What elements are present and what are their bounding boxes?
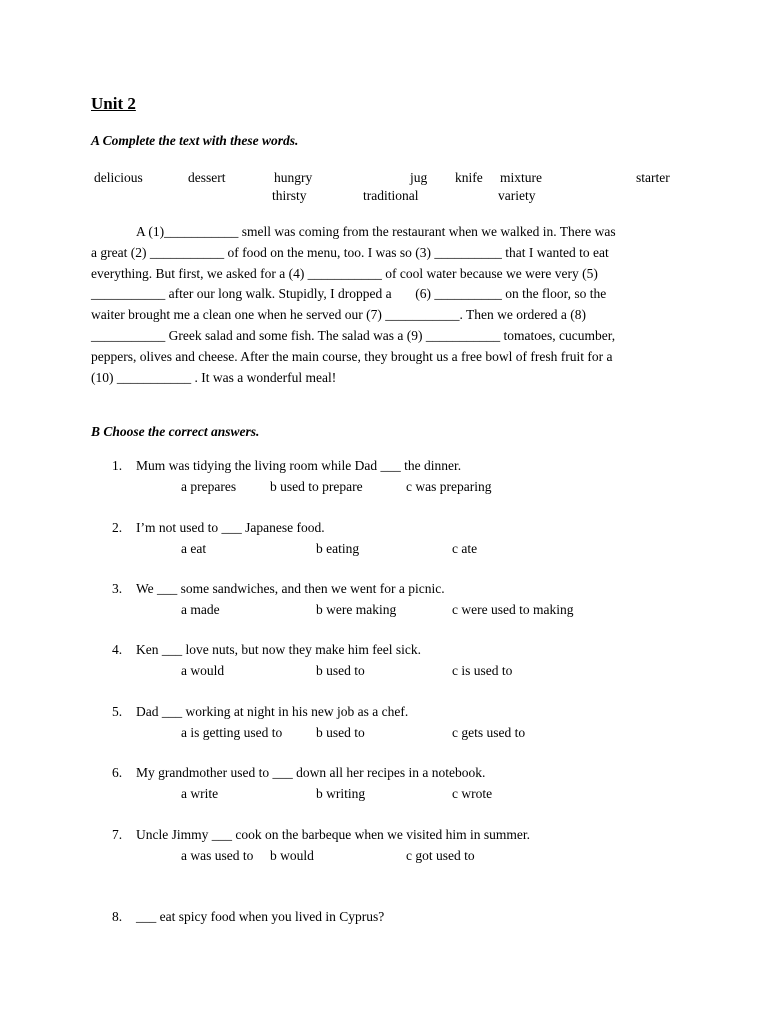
option-c: c ate xyxy=(452,541,478,556)
question-stem: Mum was tidying the living room while Dad ___ the dinner. xyxy=(136,458,462,473)
question-stem: Dad ___ working at night in his new job as a chef. xyxy=(136,704,409,719)
option-c: c wrote xyxy=(452,786,493,801)
question-number: 5. xyxy=(112,704,123,719)
question-number: 7. xyxy=(112,827,123,842)
option-c: c was preparing xyxy=(406,479,492,494)
section-b-heading: B Choose the correct answers. xyxy=(91,424,260,439)
word-hungry: hungry xyxy=(274,170,313,185)
word-starter: starter xyxy=(636,170,670,185)
option-c: c were used to making xyxy=(452,602,574,617)
question-stem: My grandmother used to ___ down all her recipes in a notebook. xyxy=(136,765,486,780)
question-number: 6. xyxy=(112,765,123,780)
paragraph-line: ___________ after our long walk. Stupidly, I dropped a (6) __________ on the floor, so the xyxy=(91,286,607,302)
question-stem: Uncle Jimmy ___ cook on the barbeque when we visited him in summer. xyxy=(136,827,531,842)
question-item xyxy=(0,642,768,684)
unit-title: Unit 2 xyxy=(91,94,136,113)
option-b: b eating xyxy=(316,541,360,556)
question-item xyxy=(0,581,768,623)
option-b: b were making xyxy=(316,602,397,617)
question-stem: ___ eat spicy food when you lived in Cyprus? xyxy=(136,909,385,924)
word-variety: variety xyxy=(498,188,536,203)
option-c: c gets used to xyxy=(452,725,526,740)
option-a: a was used to xyxy=(181,848,254,863)
word-thirsty: thirsty xyxy=(272,188,307,203)
option-a: a made xyxy=(181,602,220,617)
word-delicious: delicious xyxy=(94,170,143,185)
option-c: c is used to xyxy=(452,663,513,678)
option-a: a is getting used to xyxy=(181,725,283,740)
question-number: 3. xyxy=(112,581,123,596)
option-a: a write xyxy=(181,786,219,801)
word-knife: knife xyxy=(455,170,483,185)
question-item xyxy=(0,765,768,807)
option-a: a prepares xyxy=(181,479,237,494)
paragraph-line: (10) ___________ . It was a wonderful meal! xyxy=(91,369,337,385)
word-jug: jug xyxy=(410,170,428,185)
word-traditional: traditional xyxy=(363,188,419,203)
question-stem: We ___ some sandwiches, and then we went for a picnic. xyxy=(136,581,445,596)
option-b: b would xyxy=(270,848,314,863)
option-b: b used to xyxy=(316,725,365,740)
word-dessert: dessert xyxy=(188,170,226,185)
paragraph-line: A (1)___________ smell was coming from the restaurant when we walked in. There was xyxy=(136,224,616,239)
question-number: 8. xyxy=(112,909,123,924)
paragraph-line: peppers, olives and cheese. After the main course, they brought us a free bowl of fresh fruit for a xyxy=(91,348,613,364)
option-a: a would xyxy=(181,663,225,678)
option-c: c got used to xyxy=(406,848,475,863)
question-item xyxy=(0,909,768,951)
paragraph-line: waiter brought me a clean one when he served our (7) ___________. Then we ordered a (8) xyxy=(91,307,586,323)
option-b: b writing xyxy=(316,786,366,801)
paragraph-line: everything. But first, we asked for a (4) ___________ of cool water because we were very (5) xyxy=(91,265,598,281)
word-bank xyxy=(0,170,768,210)
option-a: a eat xyxy=(181,541,207,556)
question-number: 1. xyxy=(112,458,123,473)
question-number: 2. xyxy=(112,520,123,535)
question-stem: I’m not used to ___ Japanese food. xyxy=(136,520,325,535)
option-b: b used to xyxy=(316,663,365,678)
section-a-heading: A Complete the text with these words. xyxy=(91,133,299,148)
word-mixture: mixture xyxy=(500,170,542,185)
question-item xyxy=(0,458,768,500)
question-item xyxy=(0,827,768,869)
paragraph-line: ___________ Greek salad and some fish. The salad was a (9) ___________ tomatoes, cucumber, xyxy=(91,327,616,343)
question-item xyxy=(0,704,768,746)
option-b: b used to prepare xyxy=(270,479,363,494)
paragraph-line: a great (2) ___________ of food on the menu, too. I was so (3) __________ that I wanted to eat xyxy=(91,244,609,260)
question-number: 4. xyxy=(112,642,123,657)
cloze-paragraph xyxy=(91,222,677,388)
question-item xyxy=(0,520,768,562)
question-stem: Ken ___ love nuts, but now they make him feel sick. xyxy=(136,642,421,657)
